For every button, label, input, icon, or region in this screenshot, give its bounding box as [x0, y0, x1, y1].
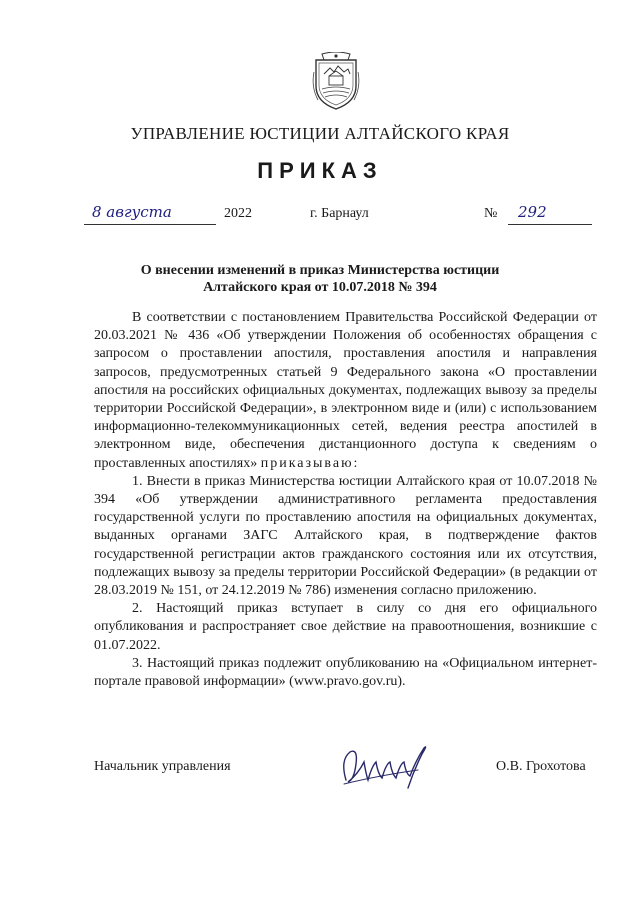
signer-title: Начальник управления: [94, 759, 231, 774]
preamble-paragraph: [94, 309, 597, 473]
organization-name: УПРАВЛЕНИЕ ЮСТИЦИИ АЛТАЙСКОГО КРАЯ: [130, 124, 510, 143]
order-city: г. Барнаул: [310, 206, 369, 221]
document-title: [0, 262, 640, 296]
order-date-day-month: 8 августа: [92, 203, 172, 221]
document-type: ПРИКАЗ: [257, 158, 383, 183]
document-body: [94, 309, 597, 691]
order-number-value: 292: [518, 203, 547, 221]
signer-name: О.В. Грохотова: [496, 759, 586, 774]
title-line-2: Алтайского края от 10.07.2018 № 394: [203, 280, 437, 295]
order-number-label: №: [484, 206, 498, 221]
handwritten-signature: [336, 740, 436, 792]
coat-of-arms-emblem: [310, 52, 362, 112]
item-2: 2. Настоящий приказ вступает в силу со дня его официального опубликования и распространяет свое действие на правоотношения, возникшие с 01.07.2022.: [94, 601, 597, 653]
order-date-year: 2022: [224, 206, 252, 221]
preamble-text: В соответствии с постановлением Правительства Российской Федерации от 20.03.2021 № 436 «Об утверждении Положения об особенностях обращения с запросом о проставлении апостиля, проставления апостиля и направления запросов, предусмотренных статьей 9 Федерального закона «О проставлении апостиля на российских официальных документах, подлежащих вывозу за пределы территории Российской Федерации», в электронном виде и (или) с использованием информационно-телекоммуникационных сетей, ведения реестра апостилей в электронном виде, обеспечения дистанционного доступа к сведениям о проставленных апостилях»: [94, 310, 597, 471]
item-3: 3. Настоящий приказ подлежит опубликованию на «Официальном интернет-портале правовой информации» (www.pravo.gov.ru).: [94, 655, 597, 690]
order-word: приказываю:: [260, 455, 360, 471]
title-line-1: О внесении изменений в приказ Министерства юстиции: [140, 263, 500, 278]
item-1: 1. Внести в приказ Министерства юстиции Алтайского края от 10.07.2018 № 394 «Об утверждении административного регламента предоставления государственной услуги по проставлению апостиля на официальных документах, выданных органами ЗАГС Алтайского края, в подтверждение фактов государственной регистрации актов гражданского состояния или их отсутствия, подлежащих вывозу за пределы территории Российской Федерации» (в редакции от 28.03.2019 № 151, от 24.12.2019 № 786) изменения согласно приложению.: [94, 473, 597, 599]
